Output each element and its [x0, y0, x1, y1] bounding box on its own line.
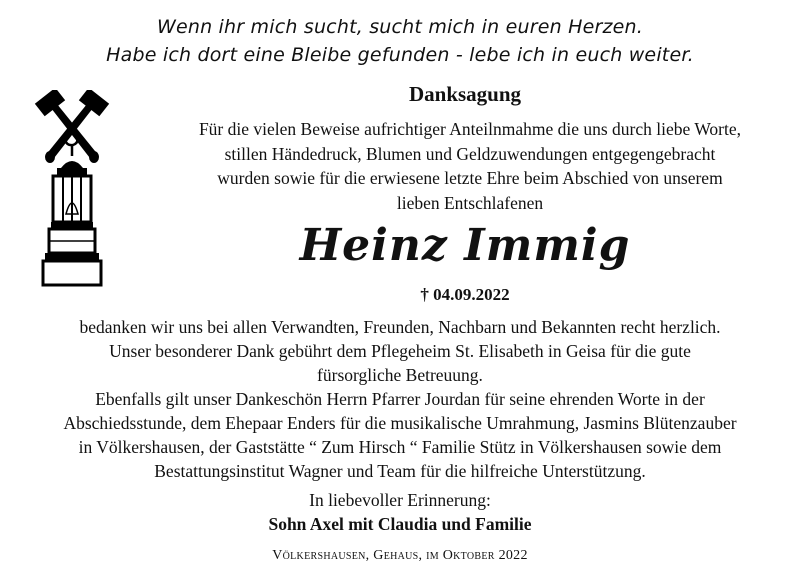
intro-line: wurden sowie für die erwiesene letzte Ehre beim Abschied von unserem	[217, 168, 723, 188]
deceased-name: Heinz Immig	[299, 220, 631, 271]
body-text	[0, 315, 800, 483]
place-date: Völkershausen, Gehaus, im Oktober 2022	[272, 548, 528, 563]
body-line: Bestattungsinstitut Wagner und Team für die hilfreiche Unterstützung.	[154, 461, 646, 481]
body-line: fürsorgliche Betreuung.	[317, 365, 483, 385]
body-line: Abschiedsstunde, dem Ehepaar Enders für die musikalische Umrahmung, Jasmins Blütenzauber	[63, 413, 737, 433]
signature: Sohn Axel mit Claudia und Familie	[268, 514, 532, 534]
intro-text	[120, 117, 800, 215]
body-line: Unser besonderer Dank gebührt dem Pflegeheim St. Elisabeth in Geisa für die gute	[109, 341, 691, 361]
memory-block	[0, 488, 800, 536]
memory-label: In liebevoller Erinnerung:	[309, 490, 491, 510]
intro-line: stillen Händedruck, Blumen und Geldzuwendungen entgegengebracht	[224, 143, 716, 164]
body-line: in Völkershausen, der Gaststätte “ Zum Hirsch “ Familie Stütz in Völkershausen sowie dem	[78, 437, 722, 457]
quote-line-1: Wenn ihr mich sucht, sucht mich in euren Herzen.	[156, 16, 644, 38]
intro-line: lieben Entschlafenen	[396, 192, 544, 213]
body-line: Ebenfalls gilt unser Dankeschön Herrn Pfarrer Jourdan für seine ehrenden Worte in der	[95, 389, 705, 409]
body-line: bedanken wir uns bei allen Verwandten, Freunden, Nachbarn und Bekannten recht herzlich.	[79, 317, 721, 337]
quote-line-2: Habe ich dort eine Bleibe gefunden - lebe ich in euch weiter.	[106, 44, 694, 66]
death-date: † 04.09.2022	[420, 285, 510, 304]
intro-line: Für die vielen Beweise aufrichtiger Anteilnmahme die uns durch liebe Worte,	[198, 119, 742, 139]
heading: Danksagung	[408, 82, 522, 106]
